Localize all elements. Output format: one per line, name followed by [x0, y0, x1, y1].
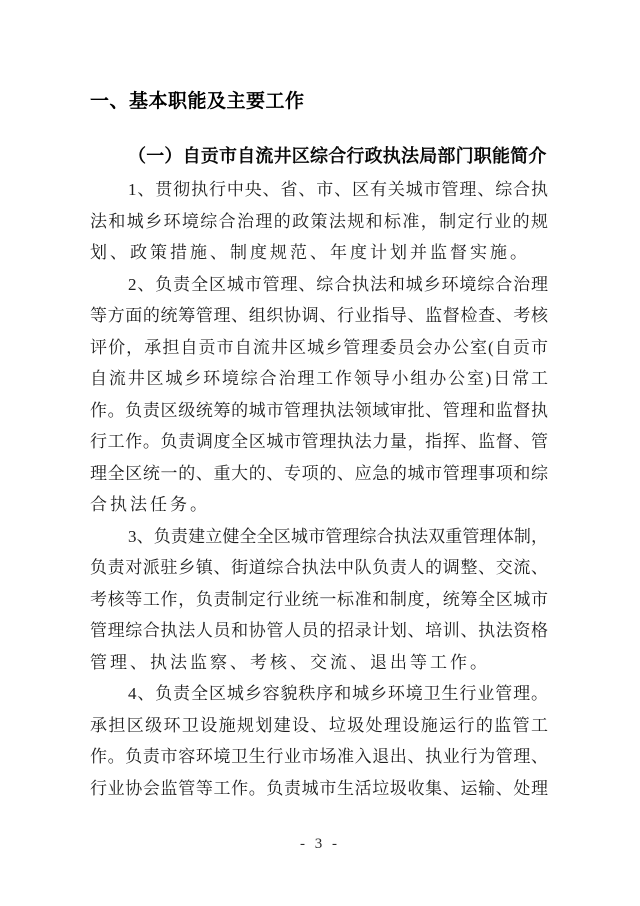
text-line: 等方面的统筹管理、组织协调、行业指导、监督检查、考核 — [90, 306, 548, 325]
text-line: 理全区统一的、重大的、专项的、应急的城市管理事项和综 — [90, 463, 548, 483]
text-line: 管理综合执法人员和协管人员的招录计划、培训、执法资格 — [90, 621, 548, 640]
paragraph — [90, 269, 548, 521]
text-line: 负责对派驻乡镇、街道综合执法中队负责人的调整、交流、 — [90, 558, 548, 577]
text-line: 2、负责全区城市管理、综合执法和城乡环境综合治理 — [128, 274, 548, 294]
subsection-heading: （一）自贡市自流井区综合行政执法局部门职能简介 — [128, 146, 547, 166]
page-number: - 3 - — [300, 836, 340, 852]
text-line: 行业协会监管等工作。负责城市生活垃圾收集、运输、处理 — [90, 778, 548, 798]
document-body — [90, 174, 548, 804]
text-line: 作。负责市容环境卫生行业市场准入退出、执业行为管理、 — [90, 747, 548, 766]
text-line: 自流井区城乡环境综合治理工作领导小组办公室)日常工 — [90, 369, 548, 388]
paragraph — [90, 678, 548, 804]
paragraph — [90, 521, 548, 679]
text-line: 合执法任务。 — [90, 495, 210, 514]
text-line: 作。负责区级统筹的城市管理执法领域审批、管理和监督执 — [90, 400, 548, 420]
text-line: 4、负责全区城乡容貌秩序和城乡环境卫生行业管理。 — [128, 684, 548, 703]
section-heading: 一、基本职能及主要工作 — [90, 91, 305, 112]
text-line: 考核等工作，负责制定行业统一标准和制度，统筹全区城市 — [90, 589, 548, 609]
text-line: 法和城乡环境综合治理的政策法规和标准，制定行业的规 — [90, 211, 548, 231]
paragraph — [90, 174, 548, 269]
text-line: 评价，承担自贡市自流井区城乡管理委员会办公室(自贡市 — [90, 337, 548, 357]
text-line: 划、政策措施、制度规范、年度计划并监督实施。 — [90, 243, 530, 262]
text-line: 承担区级环卫设施规划建设、垃圾处理设施运行的监管工 — [90, 715, 548, 735]
text-line: 1、贯彻执行中央、省、市、区有关城市管理、综合执 — [128, 180, 548, 199]
text-line: 管理、执法监察、考核、交流、退出等工作。 — [90, 652, 490, 672]
text-line: 3、负责建立健全全区城市管理综合执法双重管理体制， — [128, 526, 548, 546]
text-line: 行工作。负责调度全区城市管理执法力量，指挥、监督、管 — [90, 432, 548, 451]
